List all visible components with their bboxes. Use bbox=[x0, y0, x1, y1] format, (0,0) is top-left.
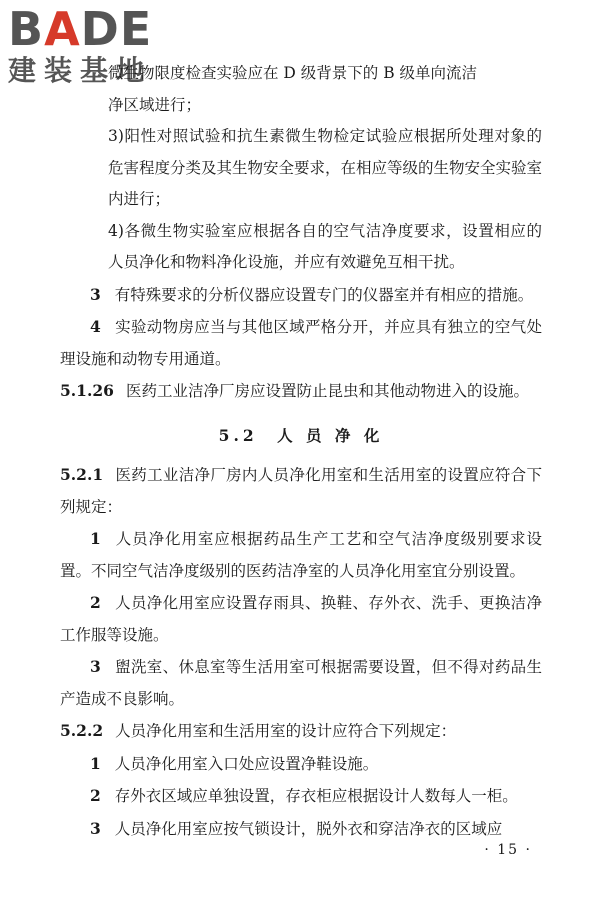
item-text: 人员净化用室应设置存雨具、换鞋、存外衣、洗手、更换洁净工作服等设施。 bbox=[60, 594, 542, 644]
clause-text: 医药工业洁净厂房内人员净化用室和生活用室的设置应符合下列规定： bbox=[60, 466, 542, 516]
clause-number: 5.2.1 bbox=[60, 465, 104, 484]
logo-letters-de: DE bbox=[80, 2, 153, 56]
item-number: 2 bbox=[90, 786, 101, 805]
item-text: 阳性对照试验和抗生素微生物检定试验应根据所处理对象的危害程度分类及其生物安全要求，在相应等级的生物安全实验室内进行； bbox=[108, 127, 543, 208]
item-text: 人员净化用室入口处应设置净鞋设施。 bbox=[114, 754, 379, 773]
logo-letter-b: B bbox=[8, 2, 45, 56]
item-text: 人员净化用室应根据药品生产工艺和空气洁净度级别要求设置。不同空气洁净度级别的医药洁净室的人员净化用室宜分别设置。 bbox=[60, 530, 542, 580]
list-item bbox=[60, 216, 542, 279]
page-number: · 15 · bbox=[484, 842, 532, 858]
clause-number: 5.2.2 bbox=[60, 721, 104, 740]
item-text: 实验动物房应当与其他区域严格分开，并应具有独立的空气处理设施和动物专用通道。 bbox=[60, 318, 542, 368]
item-text: 人员净化用室应按气锁设计，脱外衣和穿洁净衣的区域应 bbox=[114, 819, 503, 838]
item-number: 3 bbox=[90, 284, 101, 304]
list-item bbox=[60, 121, 542, 216]
item-number: 1 bbox=[90, 529, 101, 548]
paragraph: 微生物限度检查实验应在 D 级背景下的 B 级单向流洁 bbox=[108, 64, 478, 82]
item-number: 4 bbox=[90, 317, 101, 336]
clause bbox=[60, 375, 542, 408]
logo-brand bbox=[8, 2, 176, 56]
item-number: 3 bbox=[90, 657, 101, 676]
clause-text: 人员净化用室和生活用室的设计应符合下列规定： bbox=[115, 722, 457, 740]
clause-number: 5.1.26 bbox=[60, 381, 114, 400]
list-item bbox=[60, 523, 542, 587]
section-heading: 5.2 人 员 净 化 bbox=[218, 425, 384, 445]
logo-subtitle: 建装基地 bbox=[8, 54, 153, 87]
item-number: 3) bbox=[108, 127, 124, 145]
item-number: 4) bbox=[108, 221, 124, 240]
item-text: 有特殊要求的分析仪器应设置专门的仪器室并有相应的措施。 bbox=[114, 285, 534, 304]
list-item bbox=[60, 279, 542, 312]
list-item bbox=[60, 651, 542, 715]
item-number: 3 bbox=[90, 818, 101, 838]
document-body bbox=[60, 58, 542, 845]
clause bbox=[60, 459, 542, 523]
logo-letter-a: A bbox=[44, 2, 81, 56]
clause-text: 医药工业洁净厂房应设置防止昆虫和其他动物进入的设施。 bbox=[125, 382, 529, 400]
paragraph: 净区域进行； bbox=[108, 95, 202, 114]
item-number: 1 bbox=[90, 753, 101, 773]
clause bbox=[60, 715, 542, 748]
list-item bbox=[60, 587, 542, 651]
list-item bbox=[60, 780, 542, 813]
list-item bbox=[60, 311, 542, 375]
list-item bbox=[60, 748, 542, 781]
item-text: 存外衣区域应单独设置，存衣柜应根据设计人数每人一柜。 bbox=[114, 787, 518, 805]
item-text: 各微生物实验室应根据各自的空气洁净度要求，设置相应的人员净化和物料净化设施，并应有效避免互相干扰。 bbox=[108, 221, 542, 271]
item-number: 2 bbox=[90, 593, 101, 612]
item-text: 盥洗室、休息室等生活用室可根据需要设置，但不得对药品生产造成不良影响。 bbox=[60, 658, 542, 708]
list-item bbox=[60, 813, 542, 846]
